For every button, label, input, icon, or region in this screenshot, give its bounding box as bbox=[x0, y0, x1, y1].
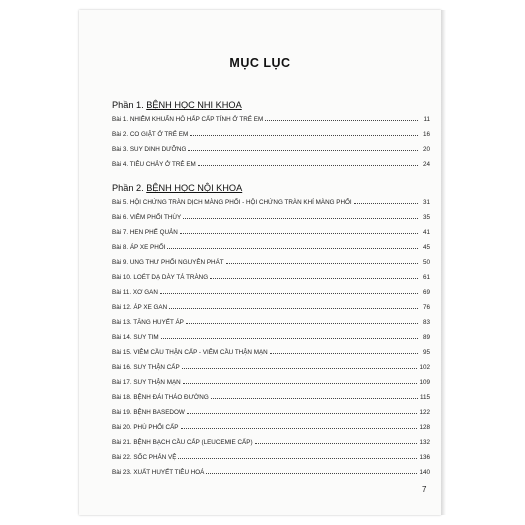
toc-entry-label: Bài 16. SUY THẬN CẤP bbox=[112, 364, 180, 371]
toc-entry-label: Bài 22. SỐC PHẢN VỆ bbox=[112, 454, 177, 461]
toc-entry[interactable] bbox=[112, 236, 430, 251]
leader-dots bbox=[190, 135, 418, 136]
toc-entry-page: 35 bbox=[418, 214, 430, 221]
leader-dots bbox=[187, 413, 418, 414]
toc-entry-page: 128 bbox=[419, 424, 430, 431]
leader-dots bbox=[161, 338, 418, 339]
toc-entry-label: Bài 1. NHIỄM KHUẨN HÔ HẤP CẤP TÍNH Ở TRẺ EM bbox=[112, 116, 264, 123]
leader-dots bbox=[255, 443, 418, 444]
leader-dots bbox=[182, 368, 418, 369]
toc-list-section-2 bbox=[112, 191, 430, 476]
toc-entry[interactable] bbox=[112, 221, 430, 236]
toc-entry[interactable] bbox=[112, 416, 430, 431]
toc-entry-label: Bài 2. CO GIẬT Ở TRẺ EM bbox=[112, 131, 189, 138]
leader-dots bbox=[160, 293, 418, 294]
toc-entry-label: Bài 11. XƠ GAN bbox=[112, 289, 158, 296]
leader-dots bbox=[167, 248, 418, 249]
toc-entry-page: 16 bbox=[418, 131, 430, 138]
toc-entry-page: 140 bbox=[419, 469, 430, 476]
toc-entry-label: Bài 21. BỆNH BẠCH CẦU CẤP (LEUCEMIE CẤP) bbox=[112, 439, 253, 446]
toc-entry-page: 20 bbox=[418, 146, 430, 153]
toc-entry[interactable] bbox=[112, 401, 430, 416]
leader-dots bbox=[198, 165, 418, 166]
toc-entry[interactable] bbox=[112, 138, 430, 153]
leader-dots bbox=[270, 353, 418, 354]
leader-dots bbox=[169, 308, 418, 309]
toc-entry-page: 69 bbox=[418, 289, 430, 296]
toc-entry-page: 122 bbox=[419, 409, 430, 416]
toc-entry-label: Bài 15. VIÊM CẦU THẬN CẤP - VIÊM CẦU THẬN MẠN bbox=[112, 349, 268, 356]
leader-dots bbox=[265, 120, 418, 121]
toc-entry-label: Bài 3. SUY DINH DƯỠNG bbox=[112, 146, 187, 153]
toc-entry[interactable] bbox=[112, 251, 430, 266]
leader-dots bbox=[178, 458, 417, 459]
toc-entry[interactable] bbox=[112, 356, 430, 371]
toc-entry-page: 45 bbox=[418, 244, 430, 251]
toc-entry-label: Bài 5. HỘI CHỨNG TRÀN DỊCH MÀNG PHỔI - HỘI CHỨNG TRÀN KHÍ MÀNG PHỔI bbox=[112, 199, 352, 206]
leader-dots bbox=[354, 203, 418, 204]
leader-dots bbox=[206, 473, 417, 474]
toc-entry[interactable] bbox=[112, 123, 430, 138]
toc-entry-label: Bài 9. UNG THƯ PHỔI NGUYÊN PHÁT bbox=[112, 259, 224, 266]
toc-entry[interactable] bbox=[112, 191, 430, 206]
page-number: 7 bbox=[422, 485, 427, 494]
toc-entry-label: Bài 10. LOÉT DẠ DÀY TÁ TRÀNG bbox=[112, 274, 209, 281]
toc-entry-label: Bài 17. SUY THẬN MẠN bbox=[112, 379, 181, 386]
toc-entry-page: 50 bbox=[418, 259, 430, 266]
leader-dots bbox=[183, 218, 418, 219]
toc-entry-page: 95 bbox=[418, 349, 430, 356]
toc-entry-label: Bài 7. HEN PHẾ QUẢN bbox=[112, 229, 178, 236]
toc-entry-page: 24 bbox=[418, 161, 430, 168]
toc-entry-page: 115 bbox=[419, 394, 430, 401]
toc-entry-label: Bài 20. PHÙ PHỔI CẤP bbox=[112, 424, 179, 431]
toc-entry-page: 31 bbox=[418, 199, 430, 206]
toc-entry[interactable] bbox=[112, 153, 430, 168]
toc-entry[interactable] bbox=[112, 206, 430, 221]
toc-entry-page: 89 bbox=[418, 334, 430, 341]
toc-list-section-1 bbox=[112, 108, 430, 168]
toc-entry-label: Bài 23. XUẤT HUYẾT TIÊU HOÁ bbox=[112, 469, 205, 476]
leader-dots bbox=[188, 150, 418, 151]
section-title: BỆNH HỌC NHI KHOA bbox=[146, 100, 242, 110]
section-title: BỆNH HỌC NỘI KHOA bbox=[146, 183, 243, 193]
leader-dots bbox=[183, 383, 418, 384]
toc-entry-label: Bài 18. BỆNH ĐÁI THÁO ĐƯỜNG bbox=[112, 394, 209, 401]
page-title: MỤC LỤC bbox=[229, 56, 291, 70]
toc-entry-page: 11 bbox=[418, 116, 430, 123]
leader-dots bbox=[180, 233, 418, 234]
toc-entry-label: Bài 8. ÁP XE PHỔI bbox=[112, 244, 166, 251]
toc-entry-label: Bài 4. TIÊU CHẢY Ở TRẺ EM bbox=[112, 161, 196, 168]
toc-entry[interactable] bbox=[112, 431, 430, 446]
toc-entry-page: 109 bbox=[419, 379, 430, 386]
toc-entry[interactable] bbox=[112, 446, 430, 461]
toc-entry[interactable] bbox=[112, 461, 430, 476]
toc-entry-page: 102 bbox=[419, 364, 430, 371]
leader-dots bbox=[186, 323, 418, 324]
toc-entry[interactable] bbox=[112, 281, 430, 296]
toc-entry[interactable] bbox=[112, 326, 430, 341]
toc-entry-label: Bài 13. TĂNG HUYẾT ÁP bbox=[112, 319, 184, 326]
toc-entry-page: 61 bbox=[418, 274, 430, 281]
toc-entry-label: Bài 14. SUY TIM bbox=[112, 334, 159, 341]
toc-entry-label: Bài 19. BỆNH BASEDOW bbox=[112, 409, 185, 416]
section-prefix: Phần 1. bbox=[112, 100, 144, 110]
toc-entry-page: 41 bbox=[418, 229, 430, 236]
toc-entry-page: 83 bbox=[418, 319, 430, 326]
toc-entry-label: Bài 6. VIÊM PHỔI THÙY bbox=[112, 214, 182, 221]
toc-entry[interactable] bbox=[112, 386, 430, 401]
leader-dots bbox=[181, 428, 418, 429]
section-prefix: Phần 2. bbox=[112, 183, 144, 193]
toc-entry[interactable] bbox=[112, 371, 430, 386]
leader-dots bbox=[211, 398, 418, 399]
toc-entry[interactable] bbox=[112, 341, 430, 356]
toc-entry-page: 76 bbox=[418, 304, 430, 311]
toc-entry[interactable] bbox=[112, 266, 430, 281]
toc-entry-label: Bài 12. ÁP XE GAN bbox=[112, 304, 168, 311]
toc-entry[interactable] bbox=[112, 311, 430, 326]
leader-dots bbox=[210, 278, 418, 279]
toc-entry[interactable] bbox=[112, 108, 430, 123]
leader-dots bbox=[226, 263, 418, 264]
page-edge-shadow bbox=[441, 10, 446, 515]
toc-entry-page: 136 bbox=[419, 454, 430, 461]
toc-entry[interactable] bbox=[112, 296, 430, 311]
toc-entry-page: 132 bbox=[419, 439, 430, 446]
